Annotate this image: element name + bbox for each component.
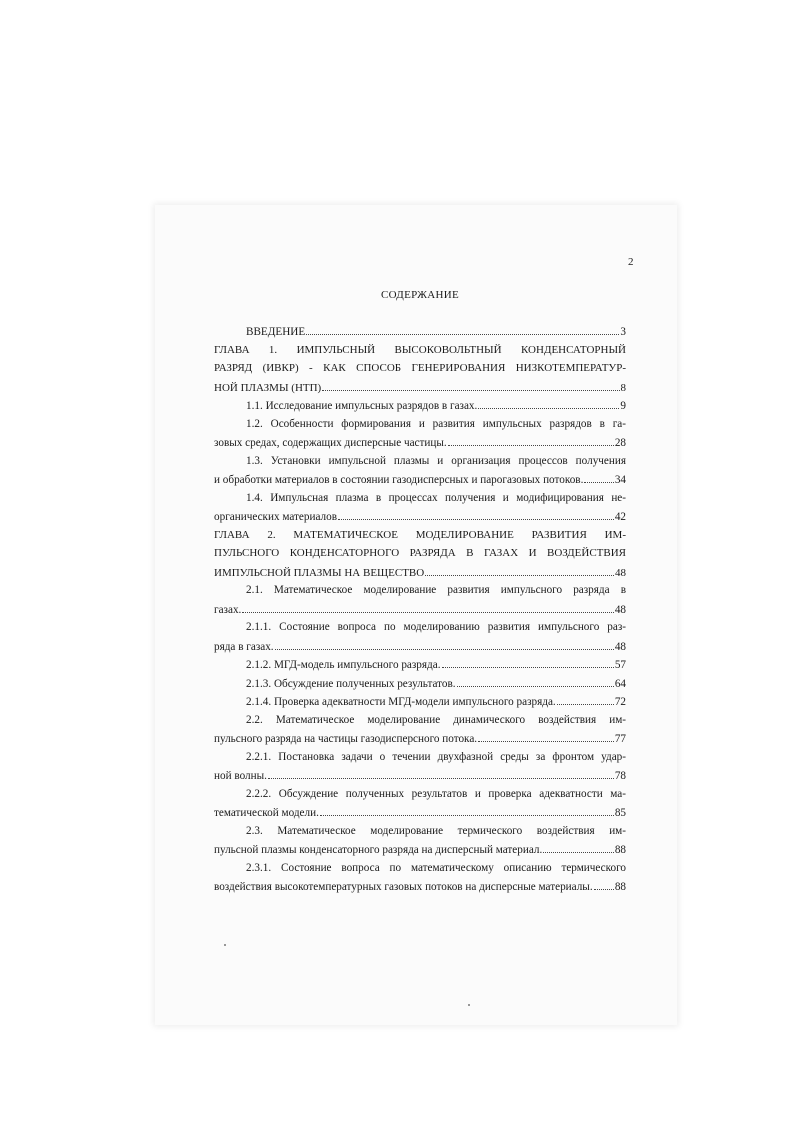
toc-entry (214, 618, 626, 655)
toc-entry-last-line (214, 378, 626, 396)
toc-page-number: 57 (614, 659, 626, 671)
toc-entry-title: 2.1.3. Обсуждение полученных результатов. (246, 677, 456, 690)
toc-entry-last-line (214, 396, 626, 414)
toc-page-number: 8 (620, 381, 626, 394)
dot-leader (322, 378, 619, 391)
toc-page-number: 77 (614, 733, 626, 745)
toc-entry (214, 452, 626, 489)
toc-page-number: 72 (614, 696, 626, 708)
toc-entry-title: ВВЕДЕНИЕ (246, 326, 306, 338)
toc-entry (214, 748, 626, 785)
toc-entry-line: 2.2.2. Обсуждение полученных результатов и проверка адекватности ма- (246, 787, 626, 800)
dot-leader (594, 877, 614, 890)
dot-leader (338, 507, 614, 520)
toc-entry-line: 1.2. Особенности формирования и развития импульсных разрядов в га- (246, 417, 626, 430)
toc-page-number: 42 (614, 511, 626, 523)
dot-leader (425, 563, 614, 576)
toc-page-number: 48 (614, 640, 626, 653)
toc-entry-line: ГЛАВА 2. МАТЕМАТИЧЕСКОЕ МОДЕЛИРОВАНИЕ РАЗВИТИЯ ИМ- (214, 528, 626, 541)
toc-entry-last-line (214, 637, 626, 655)
toc-page-number: 64 (614, 677, 626, 690)
dot-leader (457, 674, 614, 687)
dot-leader (268, 766, 614, 779)
toc-entry-line: 2.2.1. Постановка задачи о течении двухфазной среды за фронтом удар- (246, 750, 626, 763)
toc-heading: СОДЕРЖАНИЕ (380, 289, 460, 301)
toc-entry-line: 2.1. Математическое моделирование развития импульсного разряда в (246, 584, 626, 596)
toc-page-number: 85 (614, 807, 626, 819)
toc-entry (214, 692, 626, 710)
dot-leader (557, 692, 614, 705)
toc-entry (214, 822, 626, 859)
toc-entry (214, 655, 626, 673)
toc-entry-last-line (214, 803, 626, 821)
toc-entry-title: газах. (214, 603, 242, 616)
toc-entry-line: ПУЛЬСНОГО КОНДЕНСАТОРНОГО РАЗРЯДА В ГАЗАХ И ВОЗДЕЙСТВИЯ (214, 547, 626, 559)
toc-entry-title: 1.1. Исследование импульсных разрядов в газах. (246, 400, 478, 412)
toc-entry (214, 322, 626, 340)
toc-entry-last-line (214, 433, 626, 451)
dot-leader (306, 322, 619, 335)
dot-leader (478, 396, 619, 409)
toc-entry-last-line (214, 322, 626, 340)
toc-page-number: 34 (614, 474, 626, 486)
toc-entry-last-line (214, 600, 626, 618)
toc-entry-line: 2.2. Математическое моделирование динамического воздействия им- (246, 713, 626, 726)
toc-entry-line: РАЗРЯД (ИВКР) - КАК СПОСОБ ГЕНЕРИРОВАНИЯ НИЗКОТЕМПЕРАТУР- (214, 362, 626, 374)
toc-entry (214, 581, 626, 618)
toc-entry-last-line (214, 674, 626, 692)
toc-entry-title: зовых средах, содержащих дисперсные частицы. (214, 437, 447, 449)
toc-page-number: 78 (614, 770, 626, 782)
toc-entry (214, 489, 626, 526)
toc-entry-title: пульсного разряда на частицы газодисперсного потока. (214, 733, 478, 745)
toc-entry-line: 2.3. Математическое моделирование термического воздействия им- (246, 824, 626, 837)
toc-entry-title: воздействия высокотемпературных газовых потоков на дисперсные материалы. (214, 881, 593, 893)
page-number: 2 (628, 256, 634, 268)
dot-leader (275, 637, 614, 650)
toc-entry-title: ИМПУЛЬСНОЙ ПЛАЗМЫ НА ВЕЩЕСТВО (214, 566, 425, 579)
toc-entry (214, 785, 626, 822)
toc-entry-title: ряда в газах. (214, 640, 274, 653)
toc-entry (214, 859, 626, 896)
toc-entry-line: 2.1.1. Состояние вопроса по моделированию развития импульсного раз- (246, 621, 626, 633)
toc-entry-last-line (214, 563, 626, 581)
toc-entry-title: 2.1.2. МГД-модель импульсного разряда. (246, 659, 441, 671)
toc-entry (214, 396, 626, 414)
toc-entry-last-line (214, 729, 626, 747)
toc-page-number: 9 (620, 400, 626, 412)
toc-entry-last-line (214, 766, 626, 784)
dot-leader (320, 803, 614, 816)
toc-entry (214, 526, 626, 581)
scan-speck (468, 1004, 470, 1006)
toc-page-number: 3 (620, 326, 626, 338)
toc-entry-title: и обработки материалов в состоянии газодисперсных и парогазовых потоков. (214, 474, 584, 486)
dot-leader (543, 840, 614, 853)
toc-entry (214, 711, 626, 748)
toc-entry-last-line (214, 840, 626, 858)
toc-entry-last-line (214, 470, 626, 488)
dot-leader (448, 433, 614, 446)
toc-entry-title: 2.1.4. Проверка адекватности МГД-модели импульсного разряда. (246, 696, 556, 708)
scan-speck (224, 944, 226, 946)
dot-leader (442, 655, 614, 668)
toc-page-number: 48 (614, 603, 626, 616)
toc-entry-line: 2.3.1. Состояние вопроса по математическому описанию термического (246, 861, 626, 874)
toc-page-number: 48 (615, 566, 626, 579)
toc-page-number: 28 (614, 437, 626, 449)
toc-entry-last-line (214, 692, 626, 710)
toc-entry (214, 674, 626, 692)
toc-page-number: 88 (614, 881, 626, 893)
toc-entry-line: 1.4. Импульсная плазма в процессах получения и модифицирования не- (246, 491, 626, 504)
toc-entry-title: ной волны. (214, 770, 267, 782)
toc-entry-last-line (214, 655, 626, 673)
toc-entry-title: тематической модели. (214, 807, 319, 819)
table-of-contents (214, 322, 626, 896)
toc-entry-last-line (214, 877, 626, 895)
toc-entry-line: ГЛАВА 1. ИМПУЛЬСНЫЙ ВЫСОКОВОЛЬТНЫЙ КОНДЕНСАТОРНЫЙ (214, 343, 626, 356)
toc-entry-title: органических материалов (214, 511, 338, 523)
dot-leader (242, 600, 613, 613)
toc-entry-line: 1.3. Установки импульсной плазмы и организация процессов получения (246, 454, 626, 467)
toc-entry-title: НОЙ ПЛАЗМЫ (НТП) (214, 381, 322, 394)
toc-entry-title: пульсной плазмы конденсаторного разряда на дисперсный материал. (214, 844, 543, 856)
toc-page-number: 88 (614, 844, 626, 856)
dot-leader (584, 470, 613, 483)
toc-entry (214, 415, 626, 452)
toc-entry (214, 341, 626, 396)
toc-entry-last-line (214, 507, 626, 525)
dot-leader (478, 729, 614, 742)
